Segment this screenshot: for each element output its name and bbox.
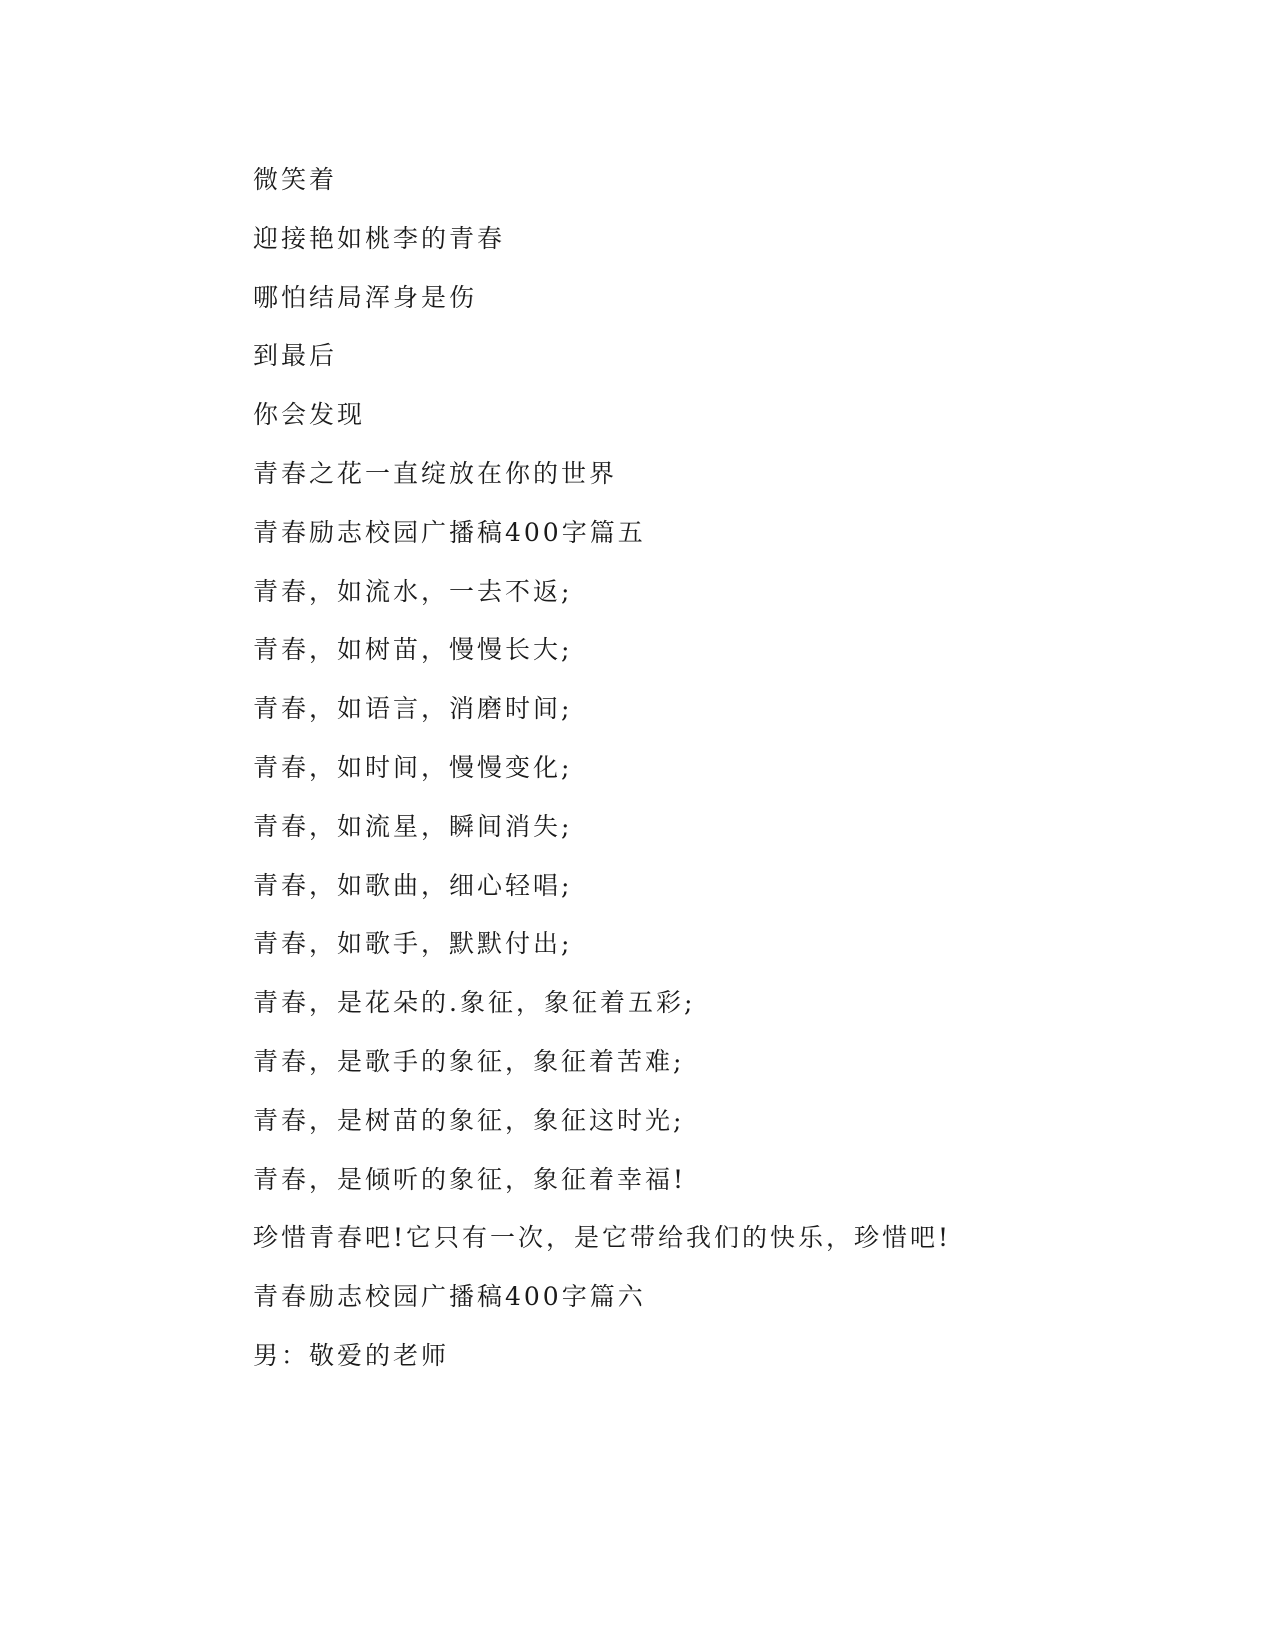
text-line: 男：敬爱的老师 [253,1340,450,1370]
text-line: 青春，如时间，慢慢变化; [253,752,573,782]
text-line: 青春，是花朵的.象征，象征着五彩; [253,988,696,1018]
document-body [253,158,1153,1393]
text-line: 青春，是歌手的象征，象征着苦难; [253,1046,685,1076]
text-line: 青春，如歌曲，细心轻唱; [253,870,573,900]
text-line: 青春，是倾听的象征，象征着幸福! [253,1164,687,1194]
text-line: 青春，如树苗，慢慢长大; [253,635,573,665]
text-line: 青春，是树苗的象征，象征这时光; [253,1105,685,1135]
text-line: 青春，如流水，一去不返; [253,576,573,606]
text-line: 微笑着 [253,165,338,194]
text-line: 青春，如语言，消磨时间; [253,694,573,724]
text-line: 你会发现 [253,400,366,430]
text-line: 到最后 [253,341,338,371]
section-heading: 青春励志校园广播稿400字篇五 [253,517,646,547]
text-line: 哪怕结局浑身是伤 [253,282,478,312]
text-line: 青春之花一直绽放在你的世界 [253,458,618,488]
text-line: 迎接艳如桃李的青春 [253,223,506,253]
section-heading: 青春励志校园广播稿400字篇六 [253,1282,646,1312]
text-line: 青春，如流星，瞬间消失; [253,811,573,841]
text-line: 珍惜青春吧!它只有一次，是它带给我们的快乐，珍惜吧! [253,1223,952,1253]
text-line: 青春，如歌手，默默付出; [253,929,573,959]
